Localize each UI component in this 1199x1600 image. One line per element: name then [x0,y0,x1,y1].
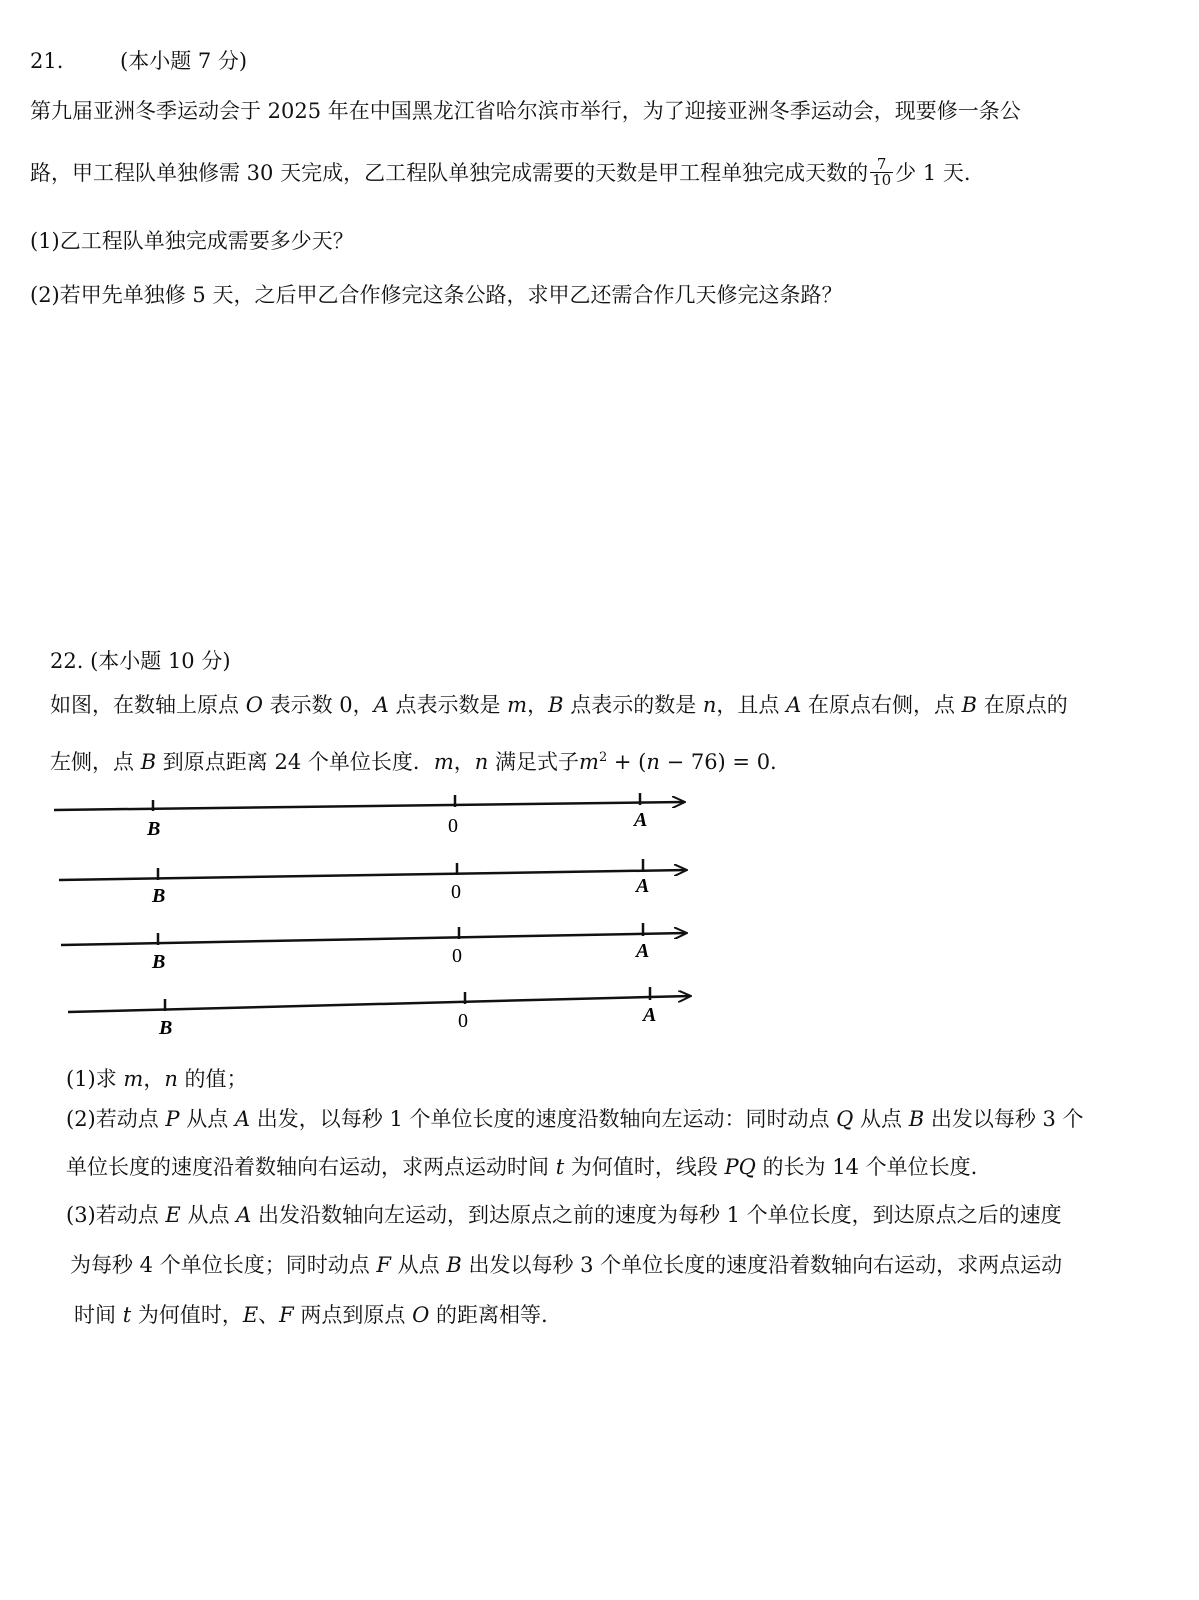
q22-line2: 左侧，点 B 到原点距离 24 个单位长度．m，n 满足式子$m^2 + (n - 76) = 0$. [50,750,777,774]
q22-header: 22. (本小题 10 分) [50,649,231,673]
axis3-label-O: 0 [452,945,462,967]
axis2-label-B: B [152,885,166,907]
number-line-3 [61,923,686,973]
number-line-2 [59,859,686,907]
q21-line2: 路，甲工程队单独修需 30 天完成，乙工程队单独完成需要的天数是甲工程单独完成天数的 $\frac{7}{10}$ 少 1 天. [30,155,971,189]
number-line-4 [68,987,690,1039]
q22-part3-line2: 为每秒 4 个单位长度；同时动点 F 从点 B 出发以每秒 3 个单位长度的速度沿着数轴向右运动，求两点运动 [70,1253,1063,1277]
q22-part1: (1)求 m，n 的值； [66,1067,248,1091]
axis2-label-A: A [636,875,650,897]
number-line-1 [54,793,684,840]
q22-line1: 如图，在数轴上原点 O 表示数 0，A 点表示数是 m，B 点表示的数是 n，且点 A 在原点右侧，点 B 在原点的 [50,693,1068,717]
q22-part2-line2: 单位长度的速度沿着数轴向右运动，求两点运动时间 t 为何值时，线段 PQ 的长为 14 个单位长度. [66,1155,978,1179]
q21-part2: (2)若甲先单独修 5 天，之后甲乙合作修完这条公路，求甲乙还需合作几天修完这条路？ [30,283,843,307]
q21-number: 21. [30,49,64,73]
axis4-label-B: B [159,1017,173,1039]
q21-part1: (1)乙工程队单独完成需要多少天？ [30,229,354,253]
axis1-label-O: 0 [448,815,458,837]
axis1-label-A: A [634,809,648,831]
q21-header: (本小题 7 分) [120,49,248,73]
number-lines [50,790,710,1050]
axis1-label-B: B [147,818,161,840]
axis4-label-A: A [643,1004,657,1026]
q22-part3-line3: 时间 t 为何值时，E、F 两点到原点 O 的距离相等. [74,1303,548,1327]
axis4-label-O: 0 [458,1010,468,1032]
fraction-7-10: $\frac{7}{10}$ [872,155,892,189]
q22-part2-line1: (2)若动点 P 从点 A 出发，以每秒 1 个单位长度的速度沿数轴向左运动：同时动点 Q 从点 B 出发以每秒 3 个 [66,1107,1084,1131]
q21-line1: 第九届亚洲冬季运动会于 2025 年在中国黑龙江省哈尔滨市举行，为了迎接亚洲冬季运动会，现要修一条公 [30,99,1021,123]
axis3-label-A: A [636,940,650,962]
axis3-label-B: B [152,951,166,973]
axis2-label-O: 0 [451,881,461,903]
q22-part3-line1: (3)若动点 E 从点 A 出发沿数轴向左运动，到达原点之前的速度为每秒 1 个单位长度，到达原点之后的速度 [66,1203,1062,1227]
